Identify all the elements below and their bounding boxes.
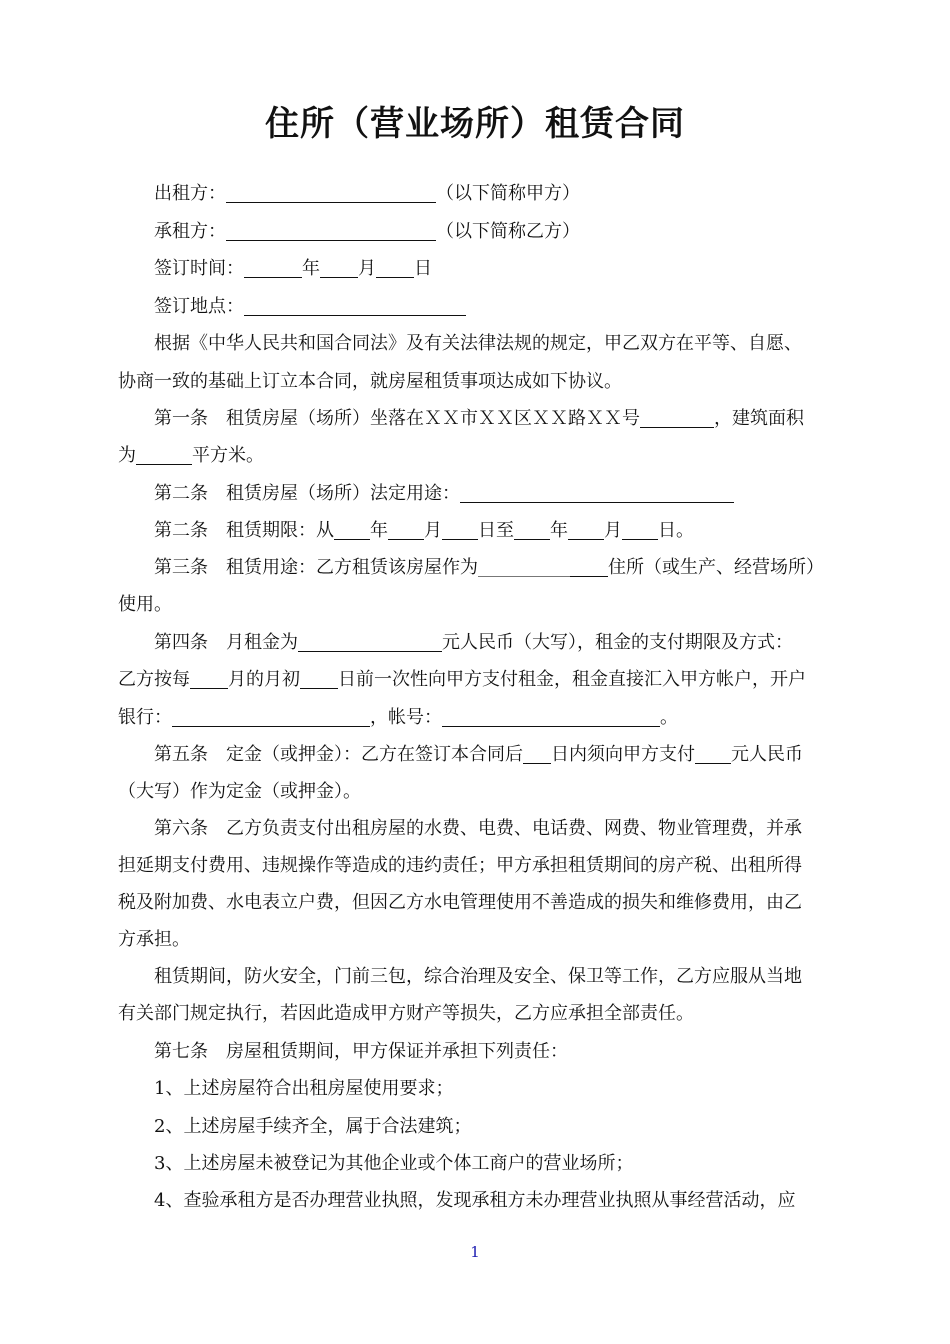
sign-place-line: 签订地点： (154, 294, 844, 320)
article-7-heading: 第七条 房屋租赁期间，甲方保证并承担下列责任： (154, 1041, 568, 1062)
sign-year-blank[interactable] (244, 257, 302, 278)
sign-day-blank[interactable] (376, 257, 414, 278)
article-7-item: 1、上述房屋符合出租房屋使用要求； (154, 1078, 454, 1099)
lessee-blank[interactable] (226, 220, 436, 241)
lessor-blank[interactable] (226, 182, 436, 203)
monthly-rent-blank[interactable] (298, 631, 442, 652)
article-4-line-2: 乙方按每 月的月初 日前一次性向甲方支付租金，租金直接汇入甲方帐户，开户 (118, 669, 806, 690)
article-6-line-2: 担延期支付费用、违规操作等造成的违约责任；甲方承担租赁期间的房产税、出租所得 (118, 855, 802, 876)
end-month-blank[interactable] (568, 519, 604, 540)
article-1-line-1: 第一条 租赁房屋（场所）坐落在ＸＸ市ＸＸ区ＸＸ路ＸＸ号 ，建筑面积 (154, 408, 804, 429)
lessor-line: 出租方： （以下简称甲方） (154, 183, 580, 204)
lessee-line: 承租方： （以下简称乙方） (154, 221, 580, 242)
start-day-blank[interactable] (442, 519, 478, 540)
article-7-item: 2、上述房屋手续齐全，属于合法建筑； (154, 1116, 472, 1137)
article-5-line-1: 第五条 定金（或押金）：乙方在签订本合同后 日内须向甲方支付 元人民币 (154, 744, 803, 765)
sign-month-blank[interactable] (320, 257, 358, 278)
deposit-days-blank[interactable] (523, 743, 551, 764)
article-6-line-3: 税及附加费、水电表立户费，但因乙方水电管理使用不善造成的损失和维修费用，由乙 (118, 892, 802, 913)
intro-line-1: 根据《中华人民共和国合同法》及有关法律法规的规定，甲乙双方在平等、自愿、 (154, 333, 802, 354)
safety-line-2: 有关部门规定执行，若因此造成甲方财产等损失，乙方应承担全部责任。 (118, 1003, 694, 1024)
account-blank[interactable] (442, 706, 660, 727)
article-4-line-3: 银行： ，帐号： 。 (118, 707, 678, 728)
bank-blank[interactable] (172, 706, 370, 727)
purpose-blank-1[interactable] (478, 556, 570, 577)
start-year-blank[interactable] (334, 519, 370, 540)
legal-usage-blank[interactable] (460, 482, 734, 503)
intro-line-2: 协商一致的基础上订立本合同，就房屋租赁事项达成如下协议。 (118, 371, 622, 392)
article-3-line-2: 使用。 (118, 594, 172, 615)
payment-day-blank[interactable] (300, 668, 338, 689)
area-blank[interactable] (136, 444, 192, 465)
article-2-usage-line: 第二条 租赁房屋（场所）法定用途： (154, 481, 844, 507)
article-2-term-line: 第二条 租赁期限：从 年 月 日至 年 月 日。 (154, 520, 694, 541)
purpose-blank-2[interactable] (570, 556, 608, 577)
article-7-item: 4、查验承租方是否办理营业执照，发现承租方未办理营业执照从事经营活动，应 (154, 1190, 796, 1211)
page-number: 1 (470, 1243, 480, 1261)
article-1-line-2: 为 平方米。 (118, 445, 264, 466)
deposit-amount-blank[interactable] (695, 743, 731, 764)
address-number-blank[interactable] (640, 407, 714, 428)
safety-line-1: 租赁期间，防火安全，门前三包，综合治理及安全、保卫等工作，乙方应服从当地 (154, 966, 802, 987)
end-year-blank[interactable] (514, 519, 550, 540)
start-month-blank[interactable] (388, 519, 424, 540)
article-6-line-4: 方承担。 (118, 929, 190, 950)
end-day-blank[interactable] (622, 519, 658, 540)
payment-months-blank[interactable] (190, 668, 228, 689)
sign-time-line: 签订时间： 年 月 日 (154, 258, 432, 279)
article-6-line-1: 第六条 乙方负责支付出租房屋的水费、电费、电话费、网费、物业管理费，并承 (154, 818, 802, 839)
sign-place-blank[interactable] (244, 295, 466, 316)
document-title: 住所（营业场所）租赁合同 (265, 104, 685, 144)
article-4-line-1: 第四条 月租金为 元人民币（大写），租金的支付期限及方式： (154, 632, 793, 653)
article-5-line-2: （大写）作为定金（或押金）。 (118, 781, 361, 802)
article-3-line-1: 第三条 租赁用途：乙方租赁该房屋作为 住所（或生产、经营场所） (154, 557, 824, 578)
article-7-item: 3、上述房屋未被登记为其他企业或个体工商户的营业场所； (154, 1153, 634, 1174)
